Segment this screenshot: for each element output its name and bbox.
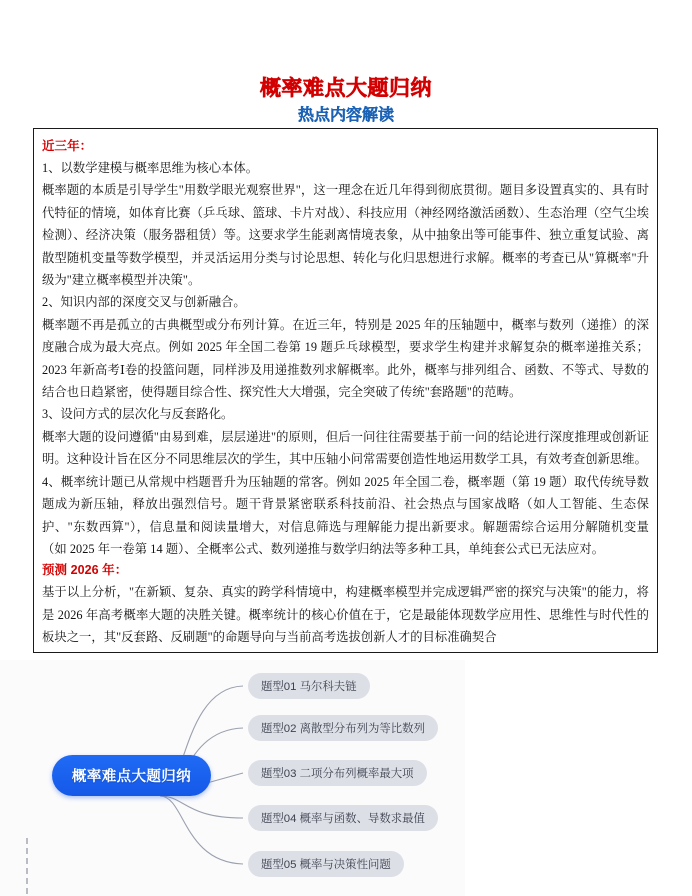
mindmap-branch-2[interactable]: 题型02 离散型分布列为等比数列 [248, 715, 438, 741]
article-paragraph: 概率大题的设问遵循"由易到难，层层递进"的原则，但后一问往往需要基于前一问的结论进行深度推理或创新证明。这种设计旨在区分不同思维层次的学生，其中压轴小问常需要创造性地运用数学工具，有效考查创新思维。 [42, 429, 649, 467]
article-paragraph: 2、知识内部的深度交叉与创新融合。 [42, 295, 246, 310]
mindmap-branch-5[interactable]: 题型05 概率与决策性问题 [248, 851, 404, 877]
mindmap-branch-4[interactable]: 题型04 概率与函数、导数求最值 [248, 805, 438, 831]
page-title: 概率难点大题归纳 [260, 77, 432, 100]
mindmap-branch-1[interactable]: 题型01 马尔科夫链 [248, 673, 370, 699]
article-section-heading: 预测 2026 年： [42, 563, 128, 578]
page-margin-dashed-rule [26, 838, 28, 894]
article-paragraph: 4、概率统计题已从常规中档题晋升为压轴题的常客。例如 2025 年全国二卷，概率题（第 19 题）取代传统导数题成为新压轴，释放出强烈信号。题干背景紧密联系科技前沿、社会热点与国家战略（如人工智能、生态保护、"东数西算"），信息量和阅读量增大，对信息筛选与理解能力提出新要求。解题需综合运用分解随机变量（如 2025 年一卷第 14 题）、全概率公式、数列递推与数学归纳法等多种工具，单纯套公式已无法应对。 [42, 474, 649, 556]
article-section-heading: 近三年： [42, 139, 93, 153]
article-paragraph: 概率题的本质是引导学生"用数学眼光观察世界"，这一理念在近几年得到彻底贯彻。题目多设置真实的、具有时代特征的情境，如体育比赛（乒乓球、篮球、卡片对战）、科技应用（神经网络激活函数）、生态治理（空气尘埃检测）、经济决策（服务器租赁）等。这要求学生能剥离情境表象，从中抽象出等可能事件、独立重复试验、离散型随机变量等数学模型，并灵活运用分类与讨论思想、转化与化归思想进行求解。概率的考查已从"算概率"升级为"建立概率模型并决策"。 [42, 183, 649, 288]
article-box [33, 128, 658, 653]
page-subtitle: 热点内容解读 [297, 107, 394, 124]
article-paragraph: 1、以数学建模与概率思维为核心本体。 [42, 161, 259, 175]
mindmap-branch-3[interactable]: 题型03 二项分布列概率最大项 [248, 760, 427, 786]
article-paragraph: 概率题不再是孤立的古典概型或分布列计算。在近三年，特别是 2025 年的压轴题中，概率与数列（递推）的深度融合成为最大亮点。例如 2025 年全国二卷第 19 题乒乓球模型，要求学生构建并求解复杂的概率递推关系；2023 年新高考Ⅰ卷的投篮问题，同样涉及用递推数列求解概率。此外，概率与排列组合、函数、不等式、导数的结合也日趋紧密，使得题目综合性、探究性大大增强，完全突破了传统"套路题"的范畴。 [42, 317, 649, 400]
article-paragraph: 3、设问方式的层次化与反套路化。 [42, 407, 234, 422]
article-paragraph: 基于以上分析，"在新颖、复杂、真实的跨学科情境中，构建概率模型并完成逻辑严密的探究与决策"的能力，将是 2026 年高考概率大题的决胜关键。概率统计的核心价值在于，它是最能体现数学应用性、思维性与时代性的板块之一，其"反套路、反刷题"的命题导向与当前高考选拔创新人才的目标准确契合 [42, 585, 649, 645]
mindmap-root-node[interactable]: 概率难点大题归纳 [52, 755, 211, 796]
article-body [42, 136, 649, 649]
